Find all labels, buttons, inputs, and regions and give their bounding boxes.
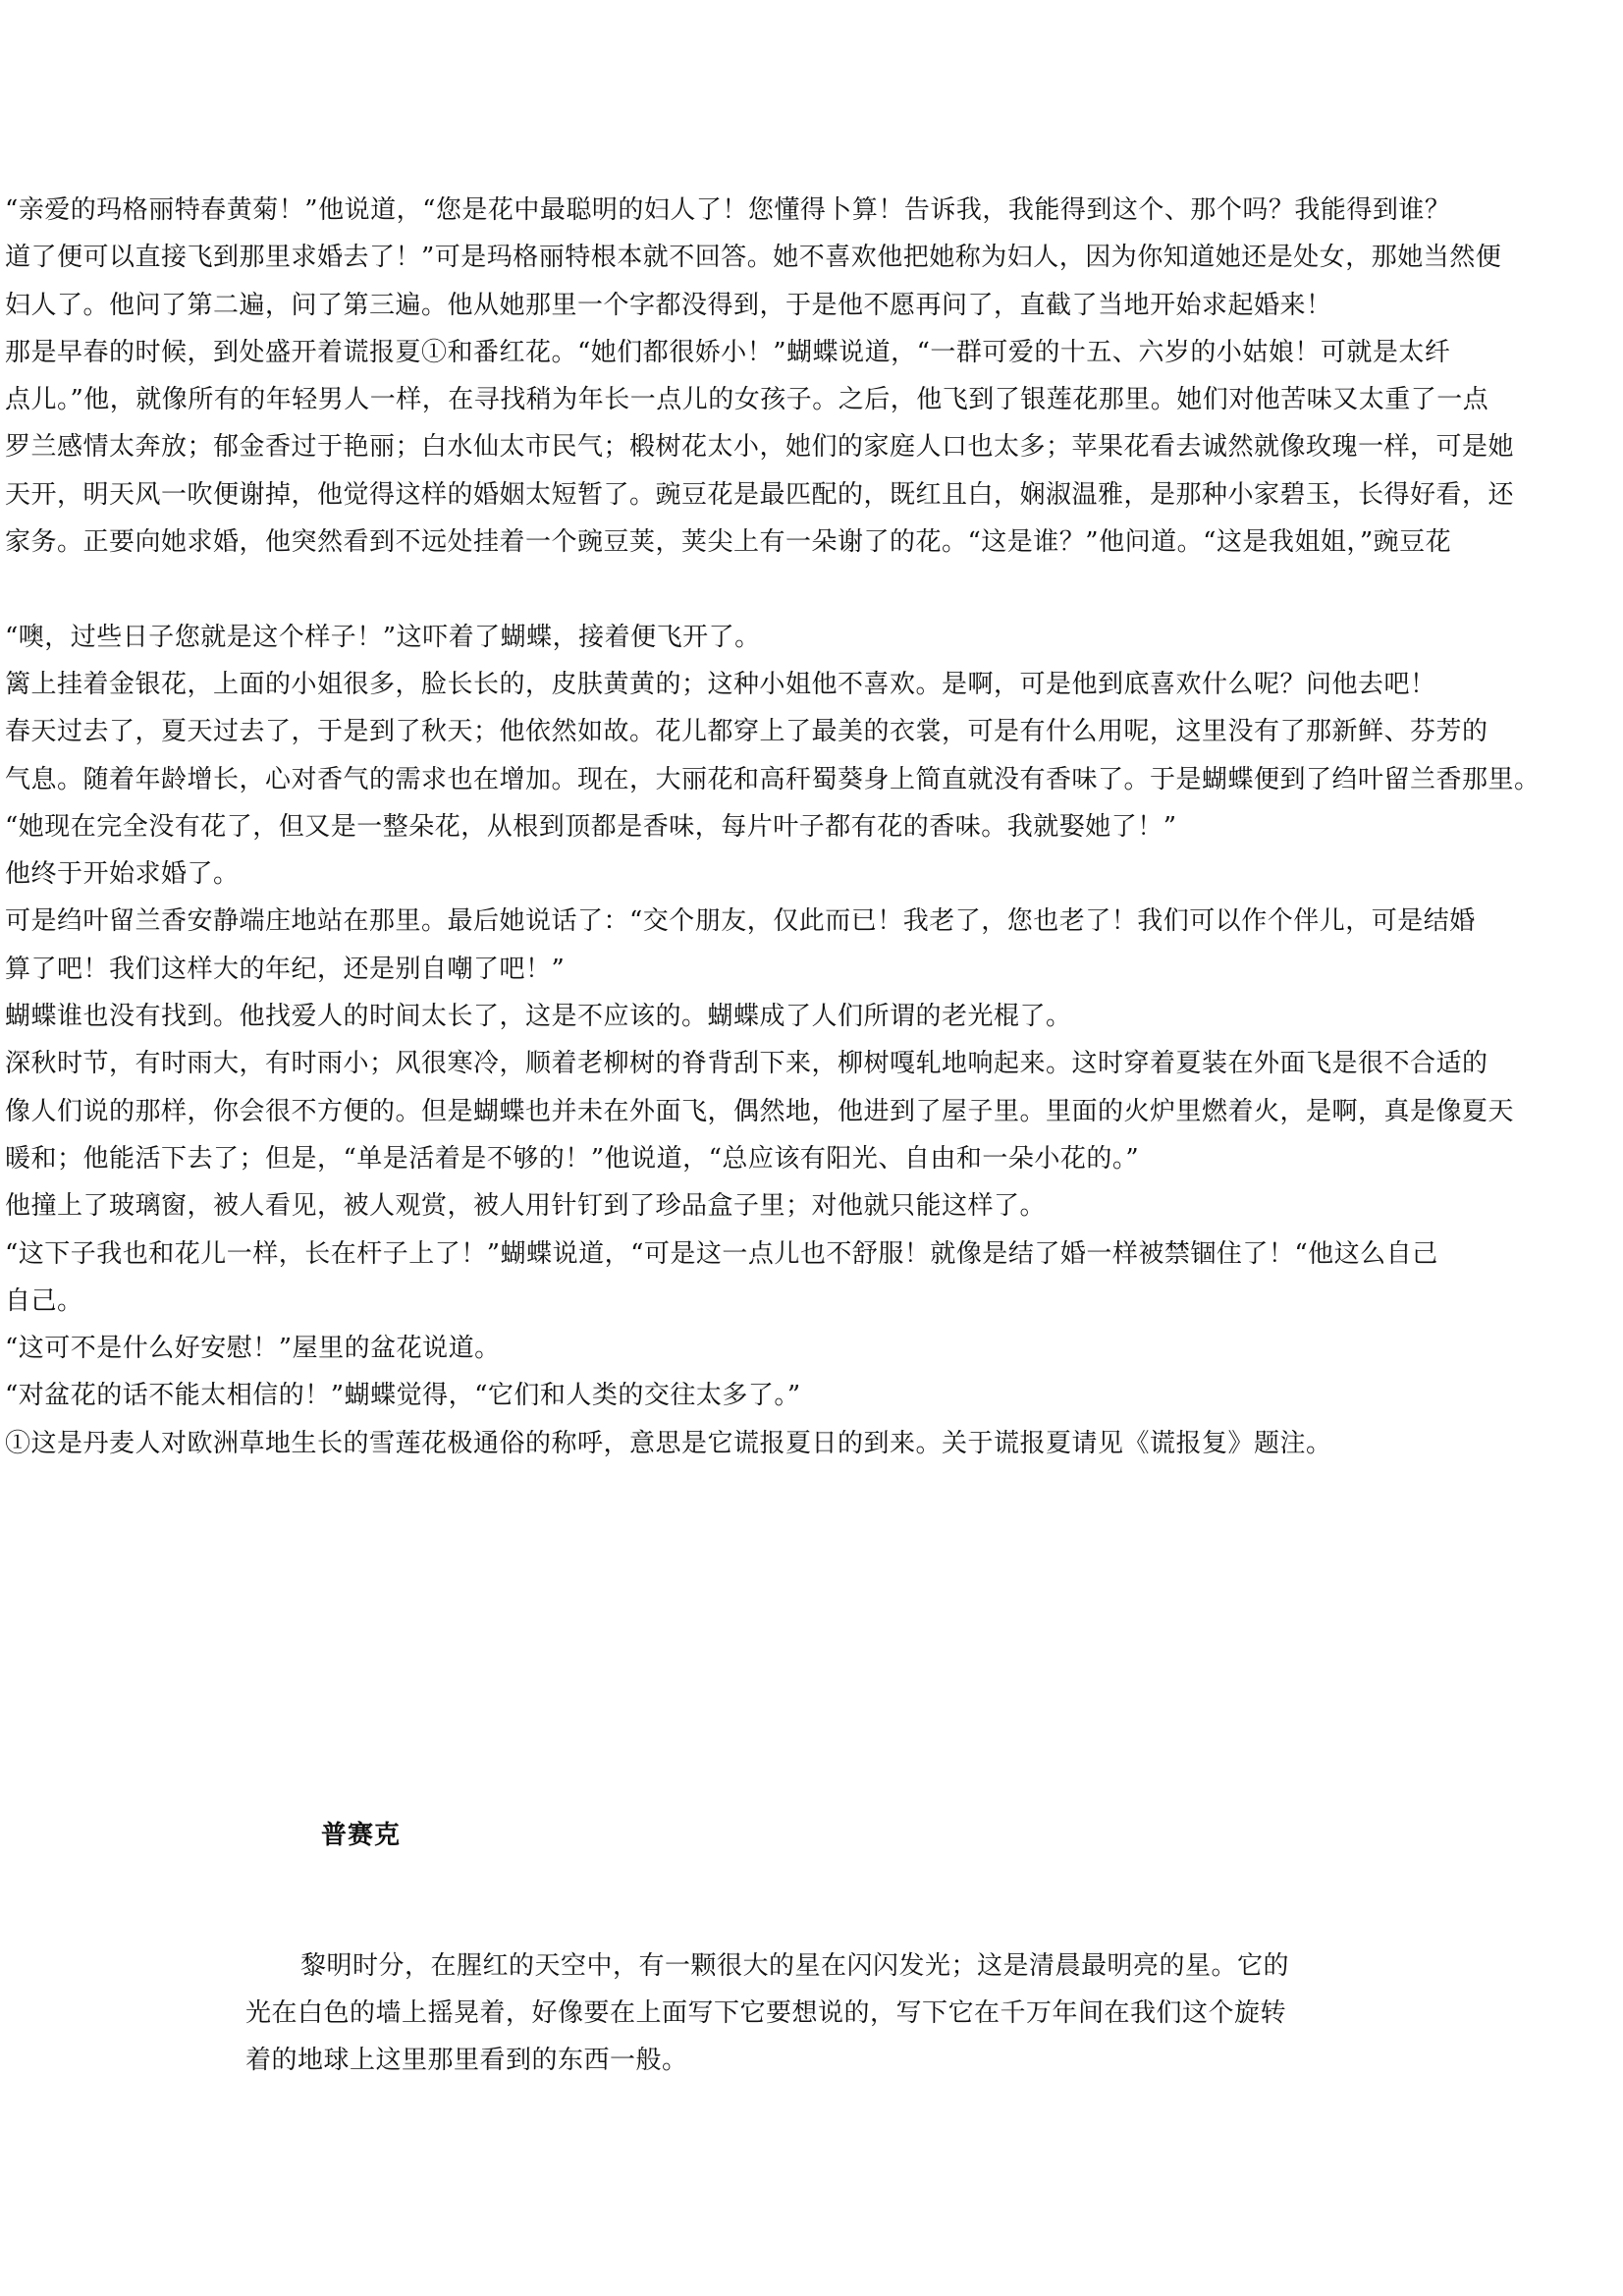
text-line: 春天过去了，夏天过去了，于是到了秋天；他依然如故。花儿都穿上了最美的衣裳，可是有什么用呢，这里没有了那新鲜、芬芳的 [5, 717, 1488, 747]
text-line: “这下子我也和花儿一样，长在杆子上了！”蝴蝶说道，“可是这一点儿也不舒服！就像是结了婚一样被禁锢住了！“他这么自己 [5, 1238, 1438, 1269]
text-line: “她现在完全没有花了，但又是一整朵花，从根到顶都是香味，每片叶子都有花的香味。我就娶她了！” [5, 811, 1177, 842]
story-body [0, 187, 1623, 1467]
text-line: 他撞上了玻璃窗，被人看见，被人观赏，被人用针钉到了珍品盒子里；对他就只能这样了。 [5, 1191, 1047, 1222]
text-line: “这可不是什么好安慰！”屋里的盆花说道。 [5, 1334, 501, 1364]
text-line: 家务。正要向她求婚，他突然看到不远处挂着一个豌豆荚，荚尖上有一朵谢了的花。“这是谁？”他问道。“这是我姐姐，”豌豆花 [5, 527, 1452, 558]
text-line: 像人们说的那样，你会很不方便的。但是蝴蝶也并未在外面飞，偶然地，他进到了屋子里。里面的火炉里燃着火，是啊，真是像夏天 [5, 1096, 1515, 1126]
text-line: “噢，过些日子您就是这个样子！”这吓着了蝴蝶，接着便飞开了。 [5, 622, 761, 652]
text-line: 妇人了。他问了第二遍，问了第三遍。他从她那里一个字都没得到，于是他不愿再问了，直截了当地开始求起婚来！ [5, 290, 1332, 320]
text-line: 着的地球上这里那里看到的东西一般。 [245, 2046, 688, 2075]
text-line: 自己。 [5, 1285, 83, 1316]
text-line: 蝴蝶谁也没有找到。他找爱人的时间太长了，这是不应该的。蝴蝶成了人们所谓的老光棍了。 [5, 1002, 1072, 1032]
text-line: 深秋时节，有时雨大，有时雨小；风很寒冷，顺着老柳树的脊背刮下来，柳树嘎轧地响起来。这时穿着夏装在外面飞是很不合适的 [5, 1049, 1488, 1079]
text-line: 那是早春的时候，到处盛开着谎报夏①和番红花。“她们都很娇小！”蝴蝶说道，“一群可爱的十五、六岁的小姑娘！可就是太纤 [5, 337, 1451, 367]
text-line: 暖和；他能活下去了；但是，“单是活着是不够的！”他说道，“总应该有阳光、自由和一朵小花的。” [5, 1143, 1140, 1174]
blank-line [0, 566, 1623, 613]
text-line: 他终于开始求婚了。 [5, 859, 240, 890]
text-line: “亲爱的玛格丽特春黄菊！”他说道，“您是花中最聪明的妇人了！您懂得卜算！告诉我，我能得到这个、那个吗？我能得到谁？ [5, 195, 1451, 225]
text-line: 算了吧！我们这样大的年纪，还是别自嘲了吧！” [5, 954, 566, 984]
section-paragraph [245, 1942, 1384, 2084]
text-line: 黎明时分，在腥红的天空中，有一颗很大的星在闪闪发光；这是清晨最明亮的星。它的 [300, 1951, 1290, 1981]
text-line: 罗兰感情太奔放；郁金香过于艳丽；白水仙太市民气；椴树花太小，她们的家庭人口也太多；苹果花看去诚然就像玫瑰一样，可是她 [5, 432, 1515, 463]
text-line: 气息。随着年龄增长，心对香气的需求也在增加。现在，大丽花和高秆蜀葵身上简直就没有香味了。于是蝴蝶便到了绉叶留兰香那里。 [5, 764, 1541, 794]
section-title: 普赛克 [321, 1821, 402, 1850]
text-line: 天开，明天风一吹便谢掉，他觉得这样的婚姻太短暂了。豌豆花是最匹配的，既红且白，娴淑温雅，是那种小家碧玉，长得好看，还 [5, 479, 1515, 510]
text-line: 点儿。”他，就像所有的年轻男人一样，在寻找稍为年长一点儿的女孩子。之后，他飞到了银莲花那里。她们对他苦味又太重了一点 [5, 385, 1489, 415]
text-line: 光在白色的墙上摇晃着，好像要在上面写下它要想说的，写下它在千万年间在我们这个旋转 [245, 1998, 1287, 2028]
text-line: “对盆花的话不能太相信的！”蝴蝶觉得，“它们和人类的交往太多了。” [5, 1381, 801, 1411]
footnote: ①这是丹麦人对欧洲草地生长的雪莲花极通俗的称呼，意思是它谎报夏日的到来。关于谎报夏请见《谎报复》题注。 [5, 1428, 1332, 1458]
text-line: 道了便可以直接飞到那里求婚去了！”可是玛格丽特根本就不回答。她不喜欢他把她称为妇人，因为你知道她还是处女，那她当然便 [5, 243, 1502, 273]
text-line: 可是绉叶留兰香安静端庄地站在那里。最后她说话了：“交个朋友，仅此而已！我老了，您也老了！我们可以作个伴儿，可是结婚 [5, 906, 1476, 937]
text-line: 篱上挂着金银花，上面的小姐很多，脸长长的，皮肤黄黄的；这种小姐他不喜欢。是啊，可是他到底喜欢什么呢？问他去吧！ [5, 669, 1436, 699]
